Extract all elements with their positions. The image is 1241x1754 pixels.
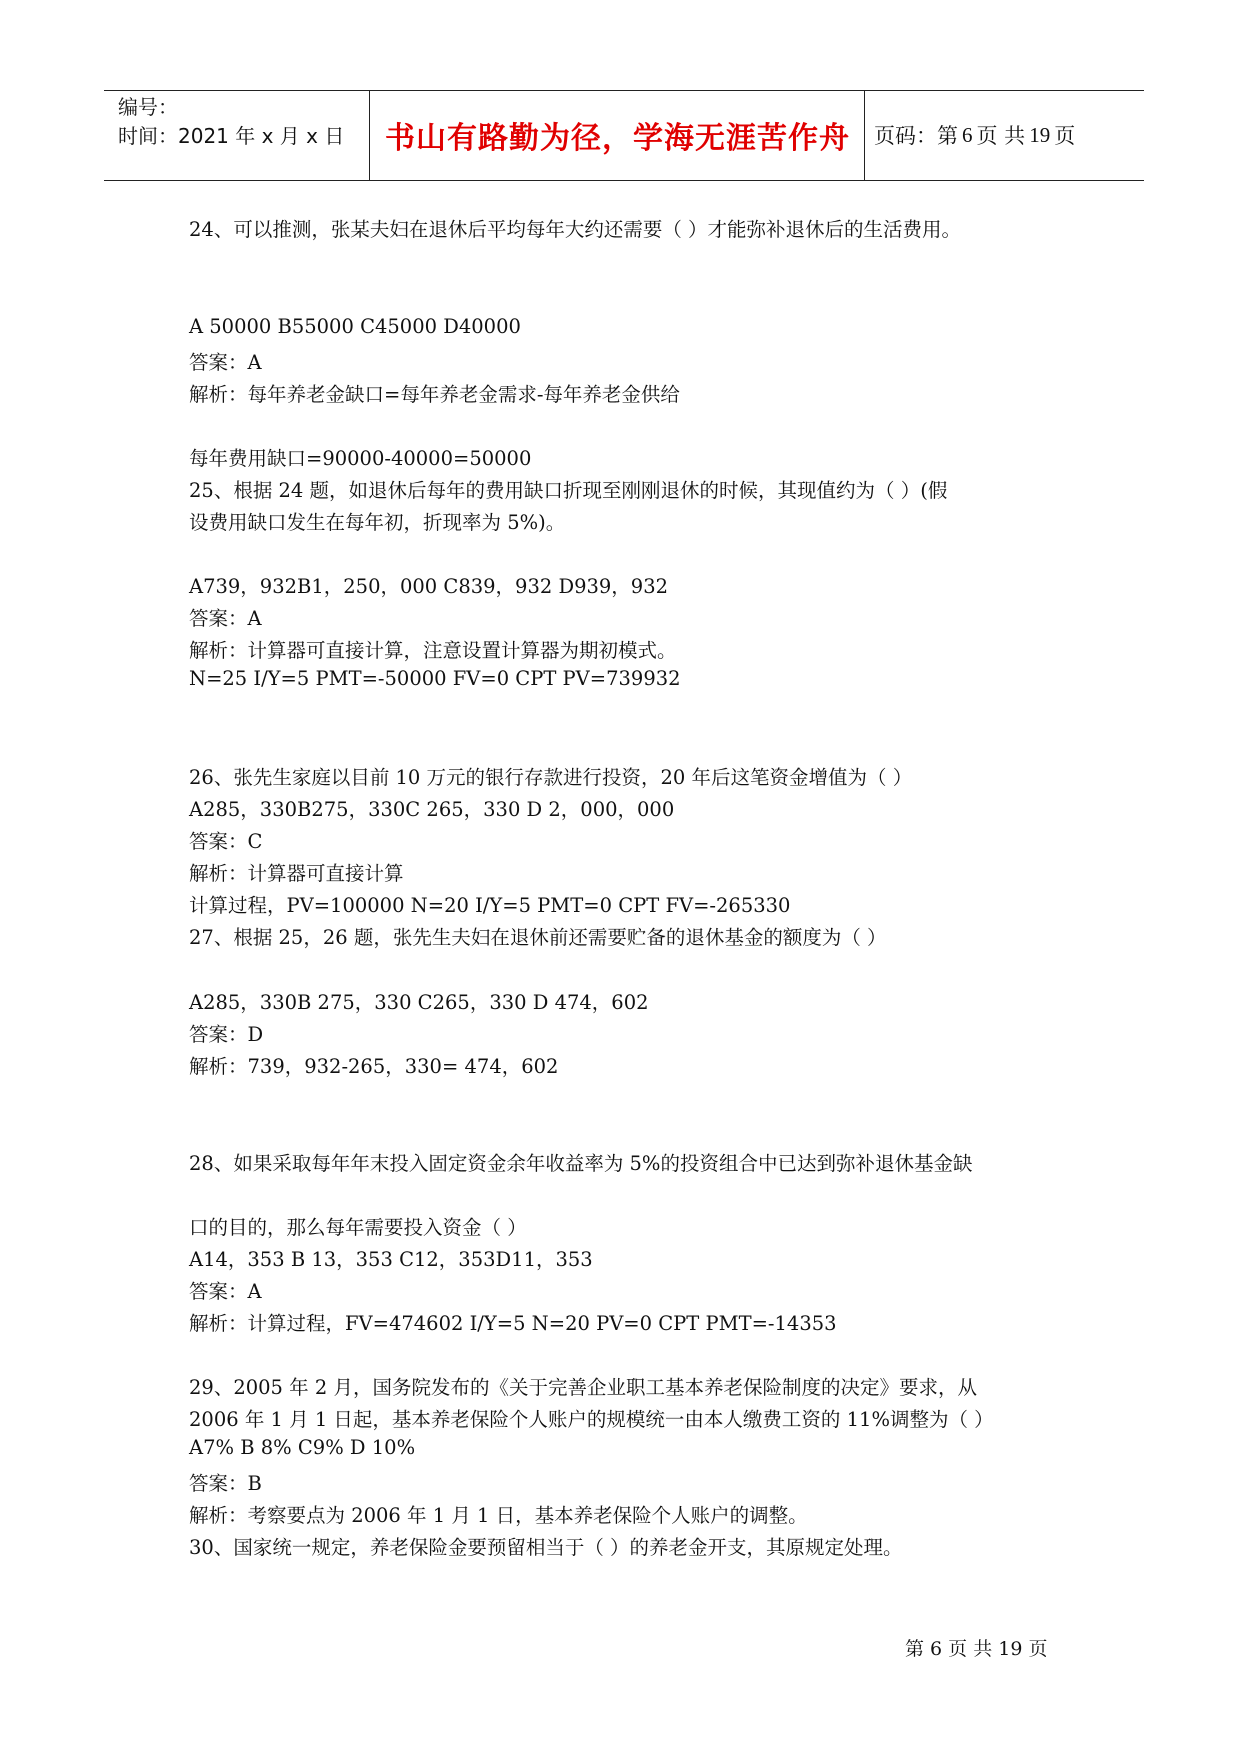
text-line: 25、根据 24 题，如退休后每年的费用缺口折现至刚刚退休的时候，其现值约为（ ）(假 — [189, 479, 948, 502]
document-number-label: 编号： — [118, 95, 178, 119]
text-line: 答案：C — [189, 830, 263, 853]
text-line: A285，330B275，330C 265，330 D 2，000，000 — [189, 798, 675, 821]
header-meta — [118, 93, 344, 151]
page-header — [104, 90, 1144, 181]
text-line: 26、张先生家庭以目前 10 万元的银行存款进行投资，20 年后这笔资金增值为（ ） — [189, 766, 913, 789]
text-line: 29、2005 年 2 月，国务院发布的《关于完善企业职工基本养老保险制度的决定》要求，从 — [189, 1376, 977, 1399]
text-line: A 50000 B55000 C45000 D40000 — [189, 315, 521, 338]
header-divider — [864, 91, 865, 180]
text-line: 答案：B — [189, 1472, 262, 1495]
text-line: A7% B 8% C9% D 10% — [189, 1436, 416, 1459]
text-line: 口的目的，那么每年需要投入资金（ ） — [189, 1216, 527, 1239]
text-line: 解析：计算过程，FV=474602 I/Y=5 N=20 PV=0 CPT PMT=-14353 — [189, 1312, 837, 1335]
text-line: 解析：739，932-265，330= 474，602 — [189, 1055, 559, 1078]
text-line: 答案：D — [189, 1023, 264, 1046]
text-line: 答案：A — [189, 607, 262, 630]
text-line: A14，353 B 13，353 C12，353D11，353 — [189, 1248, 593, 1271]
text-line: 28、如果采取每年年末投入固定资金余年收益率为 5%的投资组合中已达到弥补退休基金缺 — [189, 1152, 973, 1175]
page-current: 6 — [962, 122, 973, 147]
text-line: A739，932B1，250，000 C839，932 D939，932 — [189, 575, 669, 598]
text-line: 解析：计算器可直接计算 — [189, 862, 404, 885]
text-line: A285，330B 275，330 C265，330 D 474，602 — [189, 991, 649, 1014]
page-footer: 第 6 页 共 19 页 — [905, 1638, 1048, 1660]
text-line: 30、国家统一规定，养老保险金要预留相当于（ ）的养老金开支，其原规定处理。 — [189, 1536, 903, 1559]
page-suffix: 页 — [1054, 124, 1076, 148]
document-time: 时间：2021 年 x 月 x 日 — [118, 124, 345, 148]
header-motto: 书山有路勤为径，学海无涯苦作舟 — [385, 121, 850, 156]
text-line: 答案：A — [189, 1280, 262, 1303]
text-line: 每年费用缺口=90000-40000=50000 — [189, 447, 532, 470]
text-line: 解析：每年养老金缺口=每年养老金需求-每年养老金供给 — [189, 383, 680, 406]
text-line: 27、根据 25，26 题，张先生夫妇在退休前还需要贮备的退休基金的额度为（ ） — [189, 926, 887, 949]
text-line: 答案：A — [189, 351, 262, 374]
page-total: 19 — [1029, 122, 1051, 147]
text-line: 解析：考察要点为 2006 年 1 月 1 日，基本养老保险个人账户的调整。 — [189, 1504, 808, 1527]
text-line: 2006 年 1 月 1 日起，基本养老保险个人账户的规模统一由本人缴费工资的 11%调整为（ ） — [189, 1408, 994, 1431]
text-line: 设费用缺口发生在每年初，折现率为 5%)。 — [189, 511, 566, 534]
text-line: 计算过程，PV=100000 N=20 I/Y=5 PMT=0 CPT FV=-265330 — [189, 894, 791, 917]
text-line: 24、可以推测，张某夫妇在退休后平均每年大约还需要（ ）才能弥补退休后的生活费用。 — [189, 218, 962, 241]
page-mid: 页 共 — [976, 124, 1026, 148]
text-line: N=25 I/Y=5 PMT=-50000 FV=0 CPT PV=739932 — [189, 667, 681, 690]
text-line: 解析：计算器可直接计算，注意设置计算器为期初模式。 — [189, 639, 677, 662]
header-page-info — [874, 91, 1075, 179]
page-prefix: 页码：第 — [874, 124, 958, 148]
